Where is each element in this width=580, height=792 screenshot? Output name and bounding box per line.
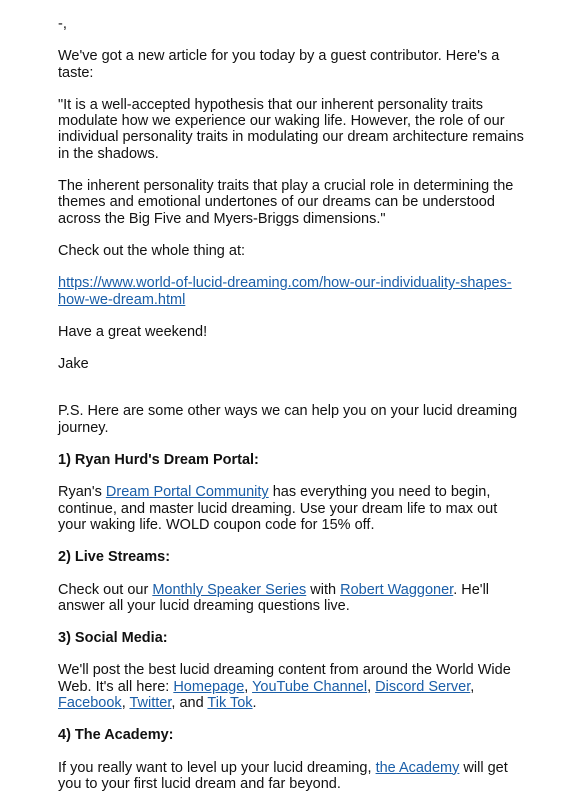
facebook-link[interactable]: Facebook (58, 695, 122, 712)
intro-paragraph: We've got a new article for you today by a guest contributor. Here's a taste: (58, 48, 500, 81)
article-link[interactable]: https://www.world-of-lucid-dreaming.com/how-our-individuality-shapes-how-we-dream.html (58, 275, 512, 308)
section-2-text-mid: with (306, 581, 341, 598)
section-1-text-after: has everything you need to begin, continue, and master lucid dreaming. Use your dream life to max out your waking life. WOLD coupon code for 15% off. (58, 484, 498, 533)
section-1-heading (58, 452, 528, 468)
separator: , (121, 695, 130, 712)
section-3-heading (58, 630, 528, 646)
section-1-body (58, 484, 528, 533)
speaker-series-link[interactable]: Monthly Speaker Series (152, 581, 307, 598)
section-4-body (58, 760, 528, 792)
separator: , (244, 678, 253, 695)
section-2-heading-text: 2) Live Streams: (58, 549, 171, 566)
section-3-body (58, 662, 528, 711)
dream-portal-link[interactable]: Dream Portal Community (105, 484, 269, 501)
section-3-heading-text: 3) Social Media: (58, 630, 168, 647)
check-out-text: Check out the whole thing at: (58, 242, 246, 259)
homepage-link[interactable]: Homepage (173, 678, 245, 695)
twitter-link[interactable]: Twitter (129, 695, 172, 712)
article-link-paragraph (58, 275, 528, 308)
quote-paragraph-1: "It is a well-accepted hypothesis that our inherent personality traits modulate how we experience our waking life. However, the role of our individual personality traits in modulating our dream architecture remains in the shadows. (58, 96, 524, 162)
ps-paragraph: P.S. Here are some other ways we can help you on your lucid dreaming journey. (58, 403, 518, 436)
section-2-heading (58, 549, 528, 565)
section-2-text-after: . He'll answer all your lucid dreaming questions live. (58, 581, 490, 614)
separator: , (367, 678, 376, 695)
section-2-text: Check out our (58, 581, 153, 598)
quote-paragraph-2: The inherent personality traits that play a crucial role in determining the themes and emotional undertones of our dreams can be understood across the Big Five and Myers-Briggs dimensions." (58, 178, 514, 227)
discord-server-link[interactable]: Discord Server (375, 678, 471, 695)
section-4-text: If you really want to level up your lucid dreaming, (58, 759, 376, 776)
section-2-body (58, 582, 528, 615)
signature: Jake (58, 356, 89, 373)
tiktok-link[interactable]: Tik Tok (207, 695, 253, 712)
robert-waggoner-link[interactable]: Robert Waggoner (340, 581, 454, 598)
greeting: -, (58, 16, 67, 32)
section-3-text: We'll post the best lucid dreaming content from around the World Wide Web. It's all here: (58, 662, 511, 695)
separator: , and (171, 695, 208, 712)
section-1-text: Ryan's (58, 484, 106, 501)
section-4-text-after: will get you to your first lucid dream and far beyond. (58, 759, 508, 792)
section-4-heading (58, 727, 528, 743)
period: . (252, 695, 257, 712)
separator: , (470, 678, 475, 695)
weekend-text: Have a great weekend! (58, 323, 208, 340)
academy-link[interactable]: the Academy (375, 759, 460, 776)
section-4-heading-text: 4) The Academy: (58, 727, 174, 744)
youtube-channel-link[interactable]: YouTube Channel (252, 678, 368, 695)
section-1-heading-text: 1) Ryan Hurd's Dream Portal: (58, 452, 259, 469)
